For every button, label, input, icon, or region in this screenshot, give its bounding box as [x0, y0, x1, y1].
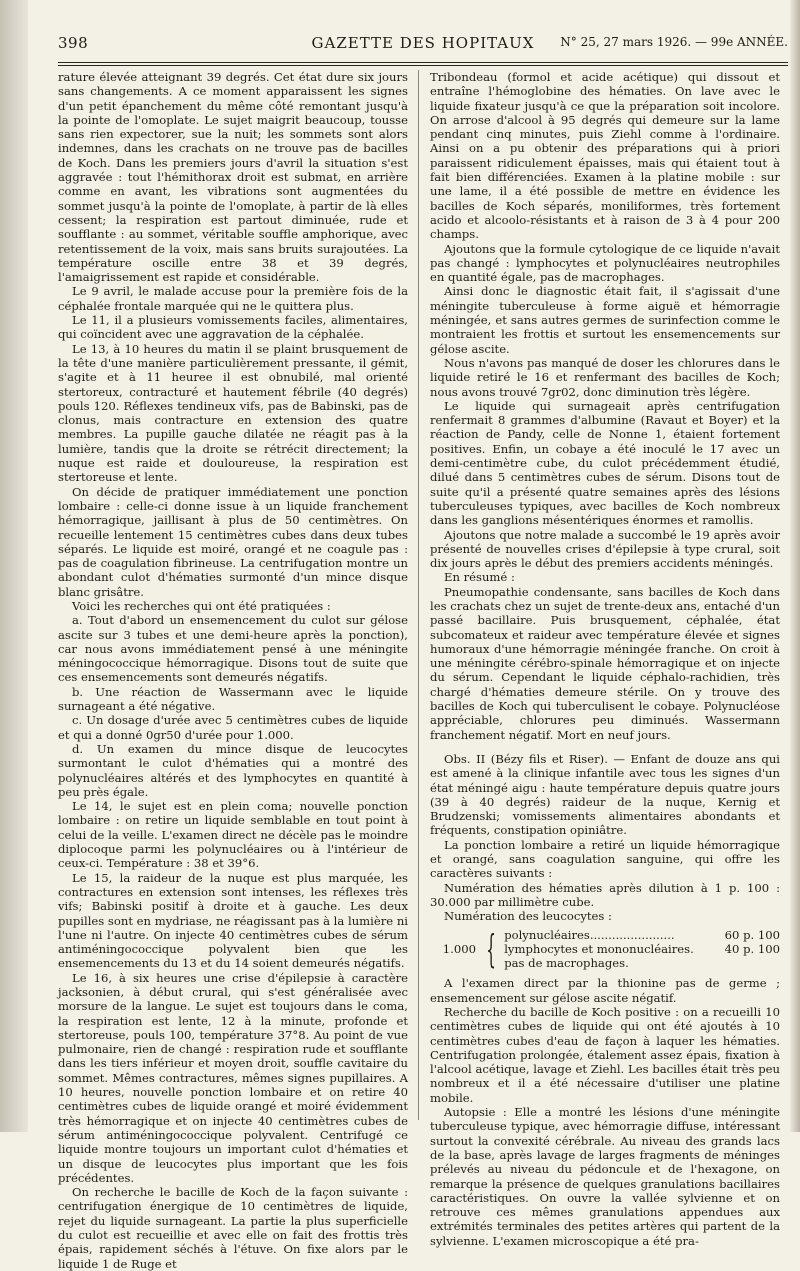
- formula-label: lymphocytes et mononucléaires.: [504, 941, 694, 956]
- observation-heading-paragraph: Obs. II (Bézy fils et Riser). — Enfant de douze ans qui est amené à la clinique infantile avec tous les signes d'un état méningé aigu : haute température depuis quatre jours (39 à 40 degrés) raideur de la nuque, Kernig et Brudzenski; vomissements alimentaires abondants et fréquents, constipation opiniâtre.: [430, 751, 780, 838]
- paragraph: En résumé :: [444, 570, 515, 585]
- formula-value: 40 p. 100: [724, 941, 780, 956]
- paragraph: On décide de pratiquer immédiatement une ponction lombaire : celle-ci donne issue à un liquide franchement hémorragique, jaillisant à plus de 50 centimètres. On recueille lentement 15 centimètres cubes dans deux tubes séparés. Le liquide est moiré, orangé et ne coagule pas : pas de coagulation fibrineuse. La centrifugation montre un abondant culot d'hématies surmonté d'un mince disque blanc grisâtre.: [58, 484, 408, 599]
- formula-row: [504, 956, 780, 970]
- binding-shadow: [0, 0, 28, 1132]
- column-divider: [418, 70, 419, 1120]
- formula-row: [504, 942, 780, 956]
- paragraph: b. Une réaction de Wassermann avec le liquide surnageant a été négative.: [58, 684, 408, 714]
- paragraph: d. Un examen du mince disque de leucocytes surmontant le culot d'hématies qui a montré des polynucléaires altérés et des lymphocytes en quantité à peu près égale.: [58, 741, 408, 799]
- leucocyte-formula: [430, 928, 780, 971]
- journal-title: GAZETTE DES HOPITAUX: [311, 34, 535, 52]
- paragraph: Ajoutons que notre malade a succombé le 19 après avoir présenté de nouvelles crises d'épilepsie à type crural, soit dix jours après le début des premiers accidents méningés.: [430, 527, 780, 571]
- formula-label: pas de macrophages.: [504, 956, 629, 971]
- formula-value: 60 p. 100: [724, 927, 780, 942]
- brace-glyph: {: [486, 926, 496, 971]
- left-column: [58, 70, 408, 1271]
- paragraph: On recherche le bacille de Koch de la façon suivante : centrifugation énergique de 10 centimètres de liquide, rejet du liquide surnageant. La partie la plus superficielle du culot est recueillie et avec elle on fait des frottis très épais, rapidement séchés à l'étuve. On fixe alors par le liquide 1 de Ruge et: [58, 1185, 408, 1271]
- paragraph: Le 16, à six heures une crise d'épilepsie à caractère jacksonien, à début crural, qui s'est généralisée avec morsure de la langue. Le sujet est toujours dans le coma, la respiration est lente, 12 à la minute, profonde et stertoreuse, pouls 100, température 37°8. Au point de vue pulmonaire, rien de changé : respiration rude et soufflante dans les tiers inférieur et moyen droit, souffle cavitaire du sommet. Mêmes contractures, mêmes signes pupillaires. A 10 heures, nouvelle ponction lombaire et on retire 40 centimètres cubes de liquide orangé et moiré évidemment très hémorragique et on injecte 40 centimètres cubes de sérum antiméningococcique polyvalent. Centrifugé ce liquide montre toujours un important culot d'hématies et un disque de leucocytes plus important que les fois précédentes.: [58, 970, 408, 1185]
- paragraph: Nous n'avons pas manqué de doser les chlorures dans le liquide retiré le 16 et renfermant des bacilles de Koch; nous avons trouvé 7gr02, donc diminution très légère.: [430, 355, 780, 399]
- paragraph: Voici les recherches qui ont été pratiquées :: [72, 598, 331, 613]
- page-edge: [790, 0, 800, 1132]
- paragraph: Le 9 avril, le malade accuse pour la première fois de la céphalée frontale marquée qui ne le quittera plus.: [58, 284, 408, 313]
- paragraph: Le 11, il a plusieurs vomissements faciles, alimentaires, qui coïncident avec une aggravation de la céphalée.: [58, 313, 408, 342]
- formula-lhs: 1.000: [442, 941, 476, 956]
- paragraph: Numération des hématies après dilution à 1 p. 100 : 30.000 par millimètre cube.: [430, 880, 780, 909]
- paragraph: A l'examen direct par la thionine pas de germe ; ensemencement sur gélose ascite négatif.: [430, 976, 780, 1005]
- paragraph: Tribondeau (formol et acide acétique) qui dissout et entraîne l'hémoglobine des hématies. On lave avec le liquide fixateur jusqu'à ce que la préparation soit incolore. On arrose d'alcool à 95 degrés qui demeure sur la lame pendant cinq minutes, puis Ziehl comme à l'ordinaire. Ainsi on a pu obtenir des préparations qui à priori paraissent ridiculement épaisses, mais qui étaient tout à fait bien différenciées. Examen à la platine mobile : sur une lame, il a été possible de mettre en évidence les bacilles de Koch séparés, moniliformes, très fortement acido et alcoolo-résistants et à raison de 3 à 4 pour 200 champs.: [430, 70, 780, 242]
- paragraph: a. Tout d'abord un ensemencement du culot sur gélose ascite sur 3 tubes et une demi-heure après la ponction), car nous avons immédiatement pensé à une méningite méningococcique hémorragique. Disons tout de suite que ces ensemencements sont demeurés négatifs.: [58, 613, 408, 685]
- paragraph: Numération des leucocytes :: [444, 909, 612, 924]
- formula-label: polynucléaires.......................: [504, 927, 675, 942]
- page-number: 398: [58, 34, 89, 52]
- paragraph: Autopsie : Elle a montré les lésions d'une méningite tuberculeuse typique, avec hémorragie diffuse, intéressant surtout la convexité cérébrale. Au niveau des grands lacs de la base, après lavage de larges fragments de méninges prélevés au niveau du pédoncule et de l'hexagone, on remarque la présence de quelques granulations bacillaires caractéristiques. On ouvre la vallée sylvienne et on retrouve ces mêmes granulations appendues aux extrémités terminales des petites artères qui partent de la sylvienne. L'examen microscopique a été pra-: [430, 1105, 780, 1248]
- formula-rows: [504, 928, 780, 971]
- header-rule-bottom: [58, 65, 788, 66]
- issue-info: N° 25, 27 mars 1926. — 99e ANNÉE.: [560, 35, 788, 49]
- paragraph: Le 15, la raideur de la nuque est plus marquée, les contractures en extension sont intenses, les réflexes très vifs; Babinski positif à droite et à gauche. Les deux pupilles sont en mydriase, ne réagissant pas à la lumière ni l'une ni l'autre. On injecte 40 centimètres cubes de sérum antiméningococcique polyvalent bien que les ensemencements du 13 et du 14 soient demeurés négatifs.: [58, 870, 408, 971]
- formula-value: [720, 956, 780, 970]
- right-column: [430, 70, 780, 1248]
- paragraph: Le 14, le sujet est en plein coma; nouvelle ponction lombaire : on retire un liquide semblable en tout point à celui de la veille. L'examen direct ne décèle pas le moindre diplocoque parmi les polynucléaires ou à l'intérieur de ceux-ci. Température : 38 et 39°6.: [58, 799, 408, 871]
- header-rule-top: [58, 62, 788, 63]
- formula-row: [504, 928, 780, 942]
- page-header: [58, 34, 788, 58]
- paragraph: Ainsi donc le diagnostic était fait, il s'agissait d'une méningite tuberculeuse à forme aiguë et hémorragie méningée, et sans autres germes de surinfection comme le montraient les frottis et surtout les ensemencements sur gélose ascite.: [430, 284, 780, 356]
- paragraph: Le liquide qui surnageait après centrifugation renfermait 8 grammes d'albumine (Ravaut et Boyer) et la réaction de Pandy, celle de Nonne 1, étaient fortement positives. Enfin, un cobaye a été inoculé le 17 avec un demi-centimètre cube, du culot précédemment étudié, dilué dans 5 centimètres cubes de sérum. Disons tout de suite qu'il a présenté quatre semaines après des lésions tuberculeuses typiques, avec bacilles de Koch nombreux dans les ganglions mésentériques énormes et ramollis.: [430, 398, 780, 528]
- paragraph: Pneumopathie condensante, sans bacilles de Koch dans les crachats chez un sujet de trente-deux ans, entaché d'un passé bacillaire. Puis brusquement, céphalée, état subcomateux et raideur avec température élevée et signes humoraux d'une hémorragie méningée franche. On croit à une méningite cérébro-spinale hémorragique et on injecte du sérum. Cependant le liquide céphalo-rachidien, très chargé d'hématies demeure stérile. On y trouve des bacilles de Koch qui tuberculisent le cobaye. Polynucléose appréciable, chlorures peu diminués. Wassermann franchement négatif. Mort en neuf jours.: [430, 584, 780, 742]
- paragraph: Recherche du bacille de Koch positive : on a recueilli 10 centimètres cubes de liquide qui ont été ajoutés à 10 centimètres cubes d'eau de façon à laquer les hématies. Centrifugation prolongée, étalement assez épais, fixation à l'alcool acétique, lavage et Ziehl. Les bacilles était très peu nombreux et il a été nécessaire d'utiliser une platine mobile.: [430, 1005, 780, 1105]
- paragraph: c. Un dosage d'urée avec 5 centimètres cubes de liquide et qui a donné 0gr50 d'urée pour 1.000.: [58, 713, 408, 742]
- paragraph: rature élevée atteignant 39 degrés. Cet état dure six jours sans changements. A ce moment apparaissent les signes d'un petit épanchement du même côté remontant jusqu'à la pointe de l'omoplate. Le sujet maigrit beaucoup, tousse sans rien expectorer, sue la nuit; les sommets sont alors indemnes, dans les crachats on ne trouve pas de bacilles de Koch. Dans les premiers jours d'avril la situation s'est aggravée : tout l'hémithorax droit est submat, en arrière comme en avant, les vibrations sont augmentées du sommet jusqu'à la pointe de l'omoplate, à partir de là elles cessent; la respiration est partout diminuée, rude et soufflante : au sommet, véritable souffle amphorique, avec retentissement de la voix, mais sans bruits surajoutées. La température oscille entre 38 et 39 degrés, l'amaigrissement est rapide et considérable.: [58, 70, 408, 285]
- paragraph: Ajoutons que la formule cytologique de ce liquide n'avait pas changé : lymphocytes et polynucléaires neutrophiles en quantité égale, pas de macrophages.: [430, 241, 780, 285]
- paragraph: La ponction lombaire a retiré un liquide hémorragique et orangé, sans coagulation sanguine, qui offre les caractères suivants :: [430, 837, 780, 881]
- paragraph: Le 13, à 10 heures du matin il se plaint brusquement de la tête d'une manière particulièrement pressante, il gémit, s'agite et à 11 heuree il est obnubilé, mal orienté stertoreux, contracturé et hautement fébrile (40 degrés) pouls 120. Réflexes tendineux vifs, pas de Babinski, pas de clonus, mais contracture en extension des quatre membres. La pupille gauche dilatée ne réagit pas à la lumière, tandis que la droite se rétrécit directement; la nuque est raide et douloureuse, la respiration est stertoreuse et lente.: [58, 341, 408, 485]
